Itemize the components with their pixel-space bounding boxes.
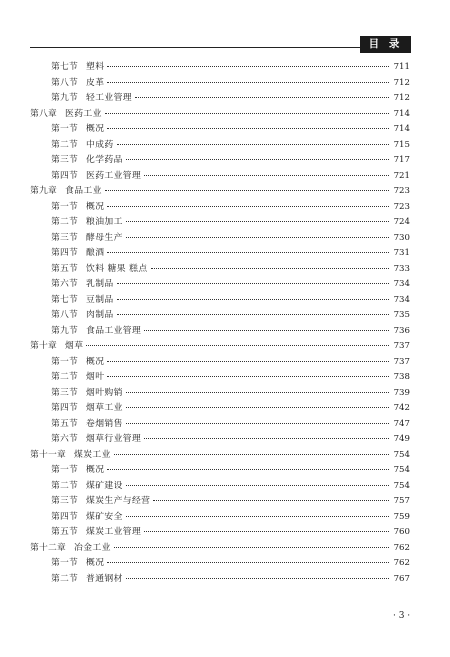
toc-entry-page: 747 [393,418,410,429]
toc-section-row [30,308,410,324]
toc-entry-title: 肉制品 [86,310,114,320]
toc-entry-title: 烟草工业 [86,403,123,413]
toc-section-row [30,293,410,309]
toc-entry-number: 第八章 [30,108,57,119]
dot-leader [107,206,389,207]
toc-section-row [30,200,410,216]
toc-entry-number: 第一节 [51,465,78,475]
toc-entry-page: 739 [393,387,410,398]
toc-section-row [30,76,410,92]
toc-entry-number: 第四节 [51,511,78,522]
header-label: 目 录 [360,36,411,53]
toc-entry-number: 第四节 [51,248,78,258]
toc-entry-title: 乳制品 [86,279,114,289]
dot-leader [105,190,389,191]
toc-entry-title: 概况 [86,124,105,134]
toc-entry-number: 第二节 [51,573,78,584]
toc-entry-number: 第三节 [51,496,78,506]
toc-entry-number: 第九章 [30,186,57,196]
toc-entry-number: 第二节 [51,217,78,227]
toc-entry-number: 第一节 [51,124,78,134]
toc-entry-title: 卷烟销售 [86,418,123,429]
toc-entry-number: 第九节 [51,325,78,336]
toc-section-row [30,572,410,588]
toc-section-row [30,215,410,231]
dot-leader [126,578,389,579]
toc-entry-page: 737 [393,356,410,367]
toc-entry-title: 轻工业管理 [86,93,132,103]
toc-section-row [30,432,410,448]
dot-leader [126,392,389,393]
dot-leader [107,128,389,129]
toc-entry-title: 概况 [86,201,105,212]
toc-entry-page: 754 [393,465,410,475]
toc-section-row [30,463,410,479]
toc-entry-page: 757 [393,496,410,506]
toc-entry-number: 第五节 [51,527,78,537]
toc-entry-page: 736 [393,325,410,336]
toc-entry-page: 724 [393,217,410,227]
toc-entry-page: 735 [393,310,410,320]
toc-entry-number: 第十章 [30,341,57,351]
toc-entry-title: 食品工业 [65,186,102,196]
toc-entry-title: 粮油加工 [86,217,123,227]
toc-entry-title: 煤炭工业 [74,449,111,460]
toc-entry-title: 医药工业管理 [86,170,142,181]
toc-entry-number: 第九节 [51,93,78,103]
toc-entry-number: 第三节 [51,387,78,398]
toc-chapter-row [30,339,410,355]
toc-entry-page: 754 [393,449,410,460]
toc-entry-number: 第三节 [51,155,78,165]
dot-leader [126,221,389,222]
toc-section-row [30,479,410,495]
toc-chapter-row [30,184,410,200]
toc-entry-page: 760 [393,527,410,537]
toc-section-row [30,60,410,76]
toc-section-row [30,386,410,402]
dot-leader [117,144,389,145]
toc-entry-title: 普通钢材 [86,573,123,584]
toc-entry-page: 731 [393,248,410,258]
toc-section-row [30,417,410,433]
toc-entry-page: 714 [393,108,410,119]
toc-entry-number: 第五节 [51,418,78,429]
toc-entry-page: 762 [393,558,410,568]
toc-entry-title: 化学药品 [86,155,123,165]
toc-section-row [30,370,410,386]
toc-entry-page: 712 [393,93,410,103]
dot-leader [114,547,389,548]
toc-entry-page: 717 [393,155,410,165]
toc-entry-title: 概况 [86,465,105,475]
dot-leader [144,175,389,176]
toc-entry-page: 734 [393,279,410,289]
toc-chapter-row [30,448,410,464]
toc-entry-number: 第八节 [51,77,78,88]
toc-section-row [30,169,410,185]
toc-entry-title: 皮革 [86,77,105,88]
toc-entry-title: 酿酒 [86,248,105,258]
toc-entry-number: 第二节 [51,372,78,382]
header-rule [30,47,410,48]
dot-leader [114,454,389,455]
toc-entry-number: 第一节 [51,558,78,568]
dot-leader [107,361,389,362]
toc-section-row [30,324,410,340]
toc-entry-page: 742 [393,403,410,413]
page-number: · 3 · [393,611,411,621]
toc-entry-title: 概况 [86,356,105,367]
toc-section-row [30,494,410,510]
dot-leader [107,562,389,563]
toc-section-row [30,262,410,278]
toc-entry-title: 烟叶购销 [86,387,123,398]
dot-leader [107,66,389,67]
toc-entry-number: 第三节 [51,232,78,243]
toc-entry-page: 767 [393,573,410,584]
toc-entry-title: 中成药 [86,139,114,150]
dot-leader [126,159,389,160]
toc-section-row [30,510,410,526]
toc-entry-title: 饮料 糖果 糕点 [86,263,148,274]
toc-entry-page: 749 [393,434,410,444]
table-of-contents [30,60,410,587]
dot-leader [117,299,389,300]
toc-entry-page: 714 [393,124,410,134]
toc-entry-title: 煤炭生产与经营 [86,496,151,506]
toc-entry-number: 第七节 [51,62,78,72]
toc-entry-number: 第六节 [51,434,78,444]
toc-entry-page: 737 [393,341,410,351]
toc-entry-page: 733 [393,263,410,274]
dot-leader [144,330,389,331]
toc-entry-title: 概况 [86,558,105,568]
toc-section-row [30,556,410,572]
dot-leader [117,283,389,284]
toc-entry-number: 第十二章 [30,542,66,553]
dot-leader [126,485,389,486]
toc-entry-title: 煤矿安全 [86,511,123,522]
toc-entry-number: 第一节 [51,201,78,212]
dot-leader [117,314,389,315]
toc-chapter-row [30,541,410,557]
toc-section-row [30,122,410,138]
toc-entry-page: 712 [393,77,410,88]
toc-entry-title: 豆制品 [86,294,114,305]
toc-entry-page: 738 [393,372,410,382]
toc-entry-page: 734 [393,294,410,305]
toc-entry-page: 721 [393,170,410,181]
toc-entry-page: 759 [393,511,410,522]
toc-entry-title: 冶金工业 [74,542,111,553]
toc-entry-number: 第六节 [51,279,78,289]
toc-entry-title: 烟叶 [86,372,105,382]
toc-entry-number: 第二节 [51,480,78,491]
toc-entry-number: 第四节 [51,170,78,181]
toc-chapter-row [30,107,410,123]
toc-entry-page: 723 [393,186,410,196]
toc-entry-title: 酵母生产 [86,232,123,243]
toc-entry-page: 711 [393,62,410,72]
toc-section-row [30,231,410,247]
dot-leader [135,97,389,98]
toc-entry-number: 第八节 [51,310,78,320]
toc-entry-title: 煤炭工业管理 [86,527,142,537]
dot-leader [144,438,389,439]
dot-leader [107,252,389,253]
toc-section-row [30,246,410,262]
dot-leader [86,345,389,346]
toc-entry-page: 762 [393,542,410,553]
toc-entry-number: 第一节 [51,356,78,367]
toc-entry-title: 食品工业管理 [86,325,142,336]
dot-leader [144,531,389,532]
dot-leader [151,268,389,269]
dot-leader [107,469,389,470]
toc-section-row [30,153,410,169]
toc-entry-page: 715 [393,139,410,150]
toc-entry-page: 730 [393,232,410,243]
toc-entry-title: 医药工业 [65,108,102,119]
dot-leader [126,237,389,238]
toc-entry-title: 烟草 [65,341,84,351]
toc-entry-number: 第五节 [51,263,78,274]
toc-section-row [30,355,410,371]
toc-entry-title: 烟草行业管理 [86,434,142,444]
toc-entry-number: 第四节 [51,403,78,413]
dot-leader [126,407,389,408]
toc-entry-number: 第二节 [51,139,78,150]
toc-section-row [30,277,410,293]
toc-entry-page: 754 [393,480,410,491]
toc-entry-number: 第十一章 [30,449,66,460]
dot-leader [105,113,389,114]
dot-leader [107,376,389,377]
toc-entry-title: 煤矿建设 [86,480,123,491]
toc-entry-title: 塑料 [86,62,105,72]
toc-section-row [30,138,410,154]
dot-leader [126,516,389,517]
dot-leader [107,82,389,83]
dot-leader [126,423,389,424]
dot-leader [153,500,389,501]
toc-section-row [30,91,410,107]
toc-entry-page: 723 [393,201,410,212]
toc-section-row [30,401,410,417]
toc-section-row [30,525,410,541]
toc-entry-number: 第七节 [51,294,78,305]
